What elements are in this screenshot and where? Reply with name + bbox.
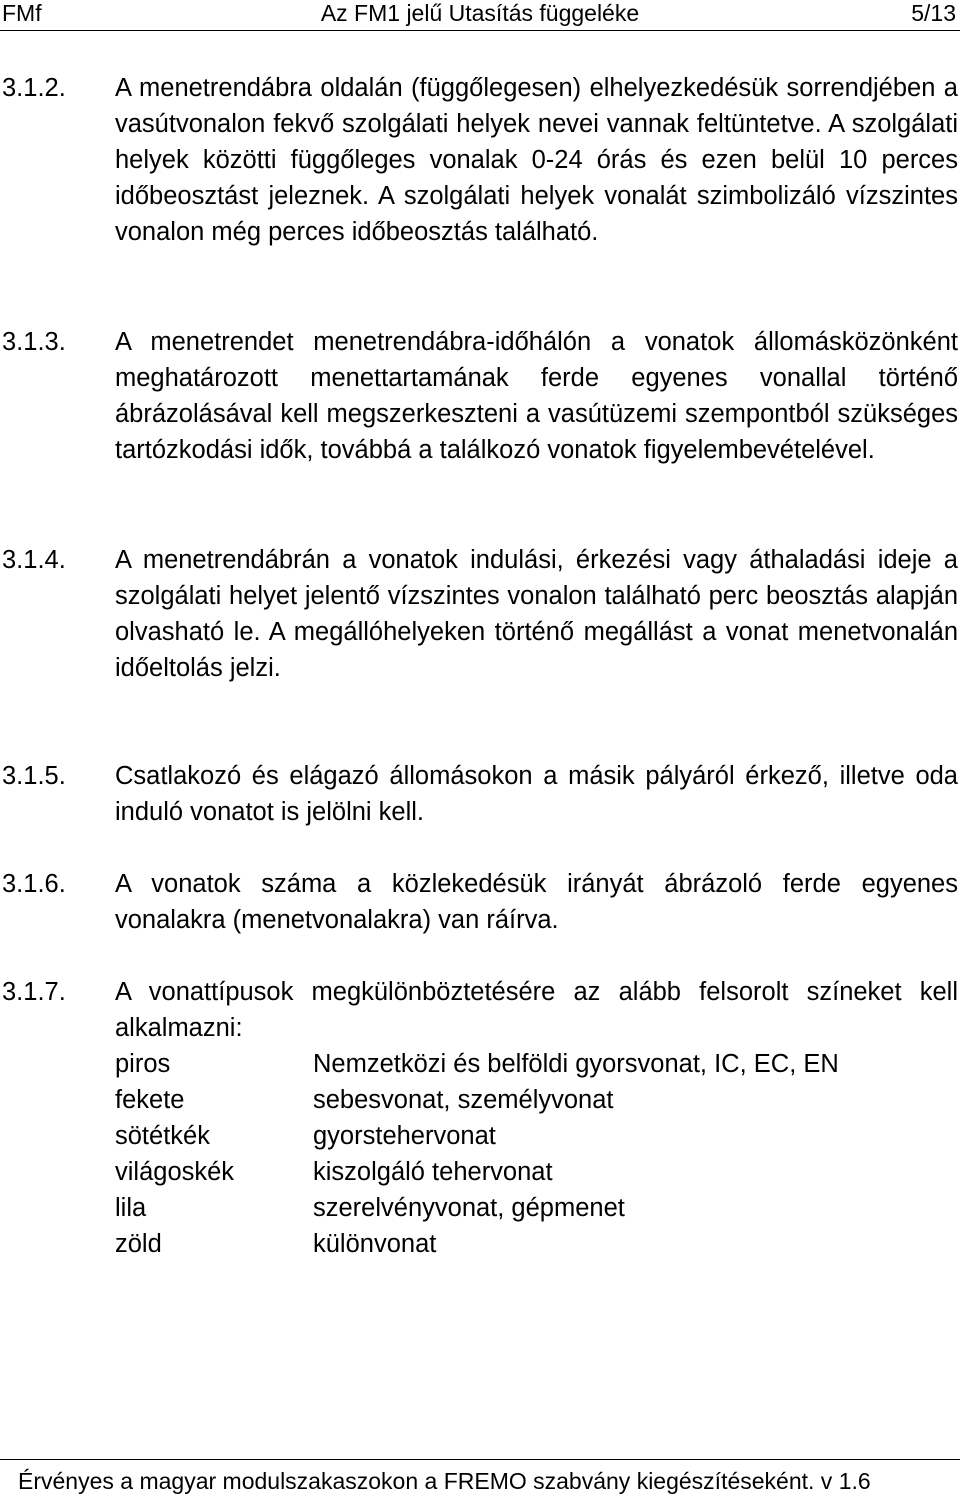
section-number: 3.1.2.	[2, 74, 66, 102]
color-table	[115, 1046, 958, 1262]
color-description: Nemzetközi és belföldi gyorsvonat, IC, EC, EN	[313, 1050, 839, 1078]
color-description: különvonat	[313, 1230, 437, 1258]
section-3-1-6	[0, 866, 960, 938]
header-page-number: 5/13	[911, 0, 956, 26]
color-name: zöld	[115, 1230, 162, 1258]
color-row	[115, 1154, 958, 1190]
section-text: A vonattípusok megkülönböztetésére az alább felsorolt színeket kell alkalmazni:	[115, 978, 958, 1042]
section-number: 3.1.7.	[2, 978, 66, 1006]
color-row	[115, 1190, 958, 1226]
section-3-1-3	[0, 324, 960, 468]
section-3-1-5	[0, 758, 960, 830]
section-3-1-4	[0, 542, 960, 686]
color-name: lila	[115, 1194, 147, 1222]
color-row	[115, 1046, 958, 1082]
color-description: kiszolgáló tehervonat	[313, 1158, 553, 1186]
color-name: világoskék	[115, 1158, 235, 1186]
footer-divider	[0, 1459, 960, 1460]
header-title: Az FM1 jelű Utasítás függeléke	[320, 0, 640, 26]
color-row	[115, 1118, 958, 1154]
color-description: gyorstehervonat	[313, 1122, 496, 1150]
color-name: piros	[115, 1050, 171, 1078]
page-footer: Érvényes a magyar modulszakaszokon a FREMO szabvány kiegészítéseként. v 1.6	[18, 1468, 871, 1494]
color-row	[115, 1226, 958, 1262]
section-text: A vonatok száma a közlekedésük irányát ábrázoló ferde egyenes vonalakra (menetvonalakra) van ráírva.	[115, 870, 958, 934]
color-description: szerelvényvonat, gépmenet	[313, 1194, 625, 1222]
color-name: fekete	[115, 1086, 185, 1114]
color-row	[115, 1082, 958, 1118]
section-number: 3.1.4.	[2, 546, 66, 574]
section-text: A menetrendábra oldalán (függőlegesen) elhelyezkedésük sorrendjében a vasútvonalon fekvő szolgálati helyek nevei vannak feltüntetve. A szolgálati helyek közötti függőleges vonalak 0-24 órás és ezen belül 10 perces időbeosztást jeleznek. A szolgálati helyek vonalát szimbolizáló vízszintes vonalon még perces időbeosztás található.	[115, 74, 958, 246]
section-number: 3.1.6.	[2, 870, 66, 898]
section-3-1-7	[0, 974, 960, 1262]
section-text: A menetrendet menetrendábra-időhálón a vonatok állomásközönként meghatározott menettartamának ferde egyenes vonallal történő ábrázolásával kell megszerkeszteni a vasútüzemi szempontból szükséges tartózkodási idők, továbbá a találkozó vonatok figyelembevételével.	[115, 328, 958, 464]
section-number: 3.1.3.	[2, 328, 66, 356]
page-header	[0, 0, 960, 31]
section-text: A menetrendábrán a vonatok indulási, érkezési vagy áthaladási ideje a szolgálati helyet jelentő vízszintes vonalon található perc beosztás alapján olvasható le. A megállóhelyeken történő megállást a vonat menetvonalán időeltolás jelzi.	[115, 546, 958, 682]
section-number: 3.1.5.	[2, 762, 66, 790]
section-text: Csatlakozó és elágazó állomásokon a másik pályáról érkező, illetve oda induló vonatot is jelölni kell.	[115, 762, 958, 826]
section-3-1-2	[0, 70, 960, 250]
header-doc-code: FMf	[2, 0, 42, 26]
color-description: sebesvonat, személyvonat	[313, 1086, 614, 1114]
color-name: sötétkék	[115, 1122, 210, 1150]
